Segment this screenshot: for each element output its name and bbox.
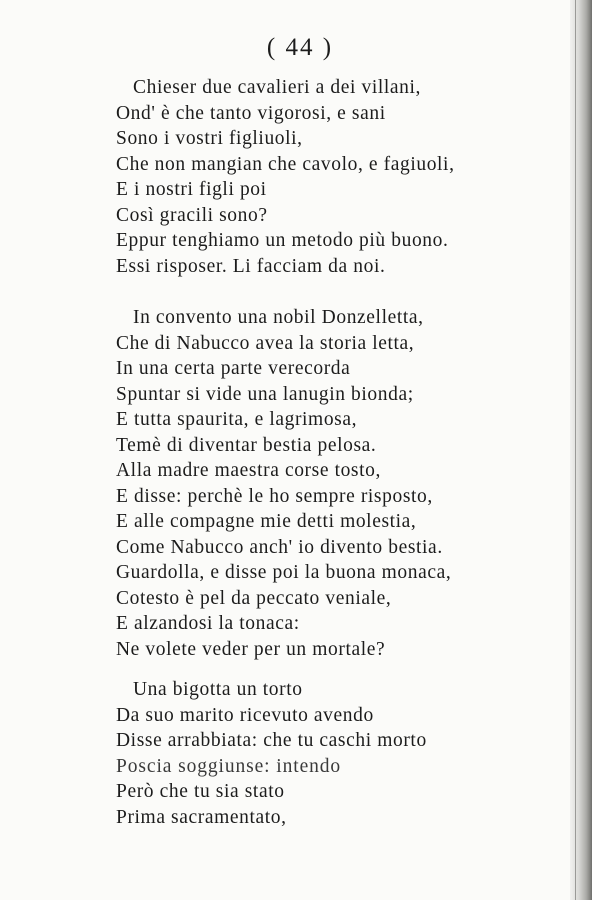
verse-line: Però che tu sia stato [116, 781, 285, 802]
verse-line: E alle compagne mie detti molestia, [116, 511, 417, 532]
verse-line: Temè di diventar bestia pelosa. [116, 434, 377, 456]
verse-line: Poscia soggiunse: intendo [116, 755, 342, 777]
verse-line: Una bigotta un torto [133, 679, 303, 700]
verse-line: E i nostri figli poi [116, 179, 267, 200]
verse-line: Disse arrabbiata: che tu caschi morto [116, 730, 427, 751]
verse-line: In una certa parte verecorda [116, 358, 351, 379]
verse-line: In convento una nobil Donzelletta, [133, 307, 424, 328]
verse-line: Prima sacramentato, [116, 806, 287, 828]
verse-line: Alla madre maestra corse tosto, [116, 460, 381, 481]
page-number: ( 44 ) [266, 34, 334, 61]
verse-line: E disse: perchè le ho sempre risposto, [116, 485, 433, 507]
stanza-3 [116, 677, 427, 830]
stanza-2 [116, 305, 451, 662]
verse-line: Così gracili sono? [116, 204, 268, 226]
verse-line: Eppur tenghiamo un metodo più buono. [116, 230, 449, 251]
page-edge-line [575, 0, 576, 900]
verse-line: Chieser due cavalieri a dei villani, [133, 77, 421, 98]
verse-line: E tutta spaurita, e lagrimosa, [116, 409, 358, 430]
verse-line: Sono i vostri figliuoli, [116, 128, 303, 149]
verse-line: Cotesto è pel da peccato veniale, [116, 587, 392, 609]
verse-line: Che di Nabucco avea la storia letta, [116, 332, 415, 354]
verse-line: Come Nabucco anch' io divento bestia. [116, 536, 443, 558]
verse-line: Da suo marito ricevuto avendo [116, 704, 374, 726]
verse-line: Che non mangian che cavolo, e fagiuoli, [116, 153, 455, 175]
verse-line: Ond' è che tanto vigorosi, e sani [116, 102, 386, 124]
stanza-1 [116, 75, 455, 279]
verse-line: Guardolla, e disse poi la buona monaca, [116, 562, 452, 583]
verse-line: Spuntar si vide una lanugin bionda; [116, 383, 414, 405]
verse-line: E alzandosi la tonaca: [116, 613, 300, 634]
verse-line: Ne volete veder per un mortale? [116, 638, 386, 660]
verse-line: Essi risposer. Li facciam da noi. [116, 255, 386, 277]
page-gutter-shadow [570, 0, 592, 900]
